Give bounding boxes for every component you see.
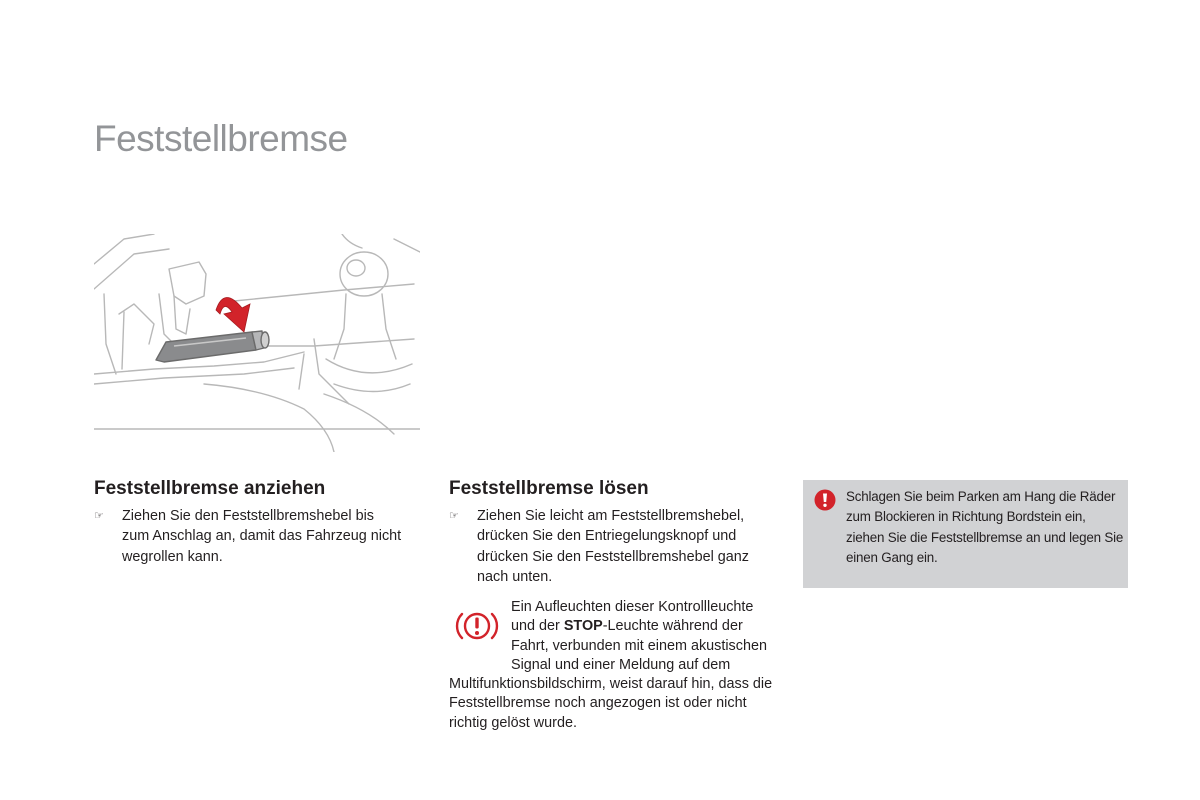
pointing-hand-icon: ☞: [94, 510, 104, 522]
bullet-text-release: Ziehen Sie leicht am Feststellbremshebel, drücken Sie den Entriegelungsknopf und drücken Sie den Feststellbremshebel ganz nach unten.: [477, 508, 749, 585]
bullet-release: [449, 506, 779, 587]
warning-text-after: -Leuchte während der Fahrt, verbunden mit einem akustischen Signal und einer Meldung auf dem Multifunktionsbildschirm, weist darauf hin, dass die Feststellbremse noch angezogen ist oder nicht richtig gelöst wurde.: [449, 618, 773, 731]
handbrake-lever-illustration: [94, 234, 420, 452]
pointing-hand-icon: ☞: [449, 510, 459, 522]
handbrake-illustration: [94, 234, 420, 452]
section-heading-apply: Feststellbremse anziehen: [94, 478, 326, 499]
page-title: Feststellbremse: [94, 118, 348, 159]
section-heading-release: Feststellbremse lösen: [449, 478, 649, 499]
side-note-text: Schlagen Sie beim Parken am Hang die Räder zum Blockieren in Richtung Bordstein ein, ziehen Sie die Feststellbremse an und legen Sie einen Gang ein.: [846, 489, 1124, 566]
side-note-box: [803, 480, 1128, 588]
stop-label: STOP: [563, 618, 603, 635]
bullet-text-apply: Ziehen Sie den Feststellbremshebel bis zum Anschlag an, damit das Fahrzeug nicht wegrollen kann.: [122, 508, 402, 565]
warning-text-before: Ein Aufleuchten dieser Kontrollleuchte und der: [511, 599, 754, 635]
bullet-apply: [94, 506, 404, 567]
warning-paragraph: [449, 598, 775, 733]
exclamation-warning-icon: [814, 489, 836, 511]
